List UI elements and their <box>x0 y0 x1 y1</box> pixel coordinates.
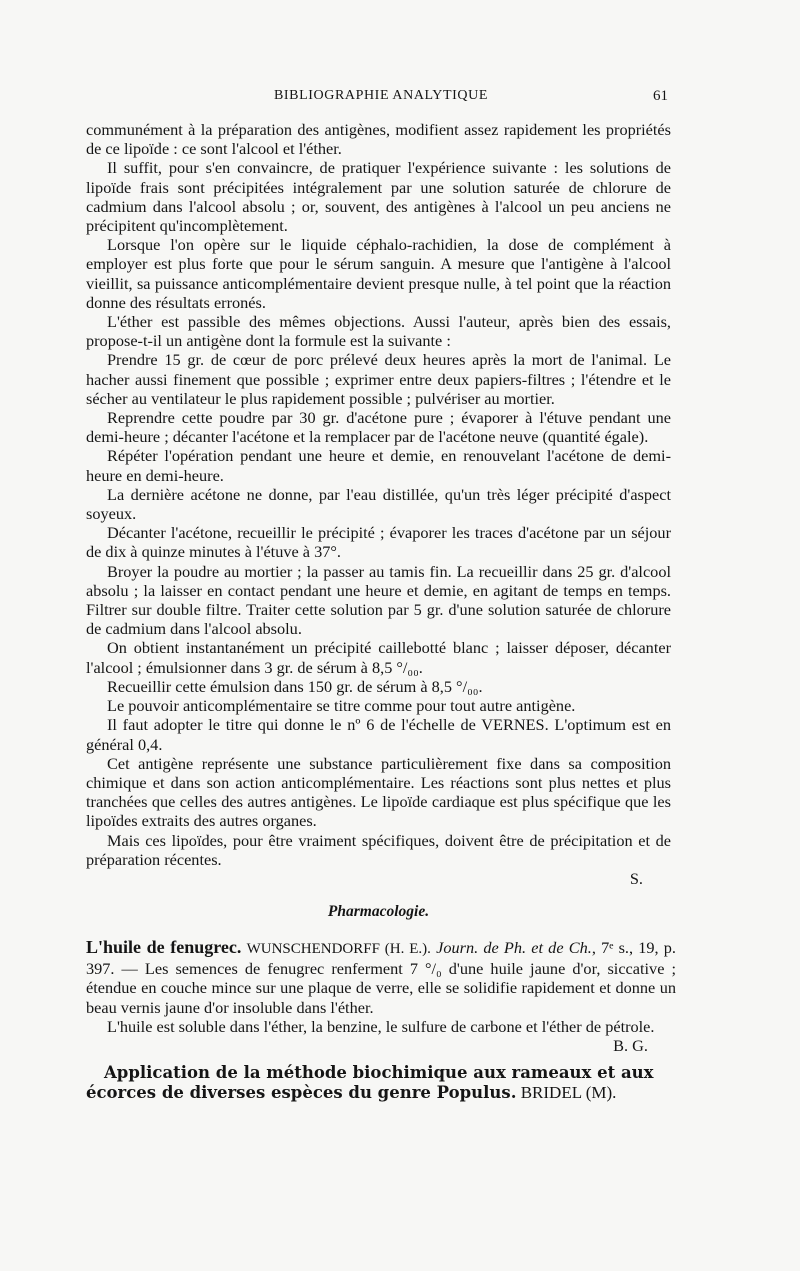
paragraph: Prendre 15 gr. de cœur de porc prélevé deux heures après la mort de l'animal. Le hacher aussi finement que possible ; exprimer entre deux papiers-filtres ; l'étendre et le sécher au ventilateur le plus rapidement possible ; pulvériser au mortier. <box>86 350 671 408</box>
entry-paragraph <box>86 1016 676 1056</box>
next-entry-title-line1: Application de la méthode biochimique aux rameaux et aux <box>104 1063 654 1082</box>
bibliography-entry <box>86 938 676 1055</box>
entry-citation: , 7ᵉ s., 19, p. 397. — <box>86 938 676 979</box>
paragraph: communément à la préparation des antigènes, modifient assez rapidement les propriétés de ce lipoïde : ce sont l'alcool et l'éther. <box>86 120 671 159</box>
article-signature: S. <box>629 868 643 888</box>
entry-paragraph-text: L'huile est soluble dans l'éther, la benzine, le sulfure de carbone et l'éther de pétrole. <box>107 1016 655 1036</box>
paragraph: Recueillir cette émulsion dans 150 gr. de sérum à 8,5 °/₀₀. <box>107 676 483 696</box>
next-entry-author: BRIDEL (M). <box>520 1083 617 1102</box>
paragraph: Répéter l'opération pendant une heure et demie, en renouvelant l'acétone de demi-heure en demi-heure. <box>86 446 671 485</box>
paragraph: Cet antigène représente une substance particulièrement fixe dans sa composition chimique et dans son action anticomplémentaire. Les réactions sont plus nettes et plus tranchées que celles des autres antigènes. Le lipoïde cardiaque est plus spécifique que les lipoïdes extraits des autres organes. <box>86 753 671 831</box>
paragraph: Mais ces lipoïdes, pour être vraiment spécifiques, doivent être de précipitation et de préparation récentes. <box>86 830 671 869</box>
article-body <box>86 120 671 888</box>
paragraph: Reprendre cette poudre par 30 gr. d'acétone pure ; évaporer à l'étuve pendant une demi-heure ; décanter l'acétone et la remplacer par de l'acétone neuve (quantité égale). <box>86 408 671 447</box>
entry-journal: Journ. de Ph. et de Ch. <box>436 938 592 957</box>
paragraph: Décanter l'acétone, recueillir le précipité ; évaporer les traces d'acétone par un séjour de dix à quinze minutes à l'étuve à 37°. <box>86 523 671 562</box>
paragraph: La dernière acétone ne donne, par l'eau distillée, qu'un très léger précipité d'aspect soyeux. <box>86 484 671 524</box>
paragraph: L'éther est passible des mêmes objections. Aussi l'auteur, après bien des essais, propose-t-il un antigène dont la formule est la suivante : <box>86 312 671 351</box>
next-entry-title-line2: écorces de diverses espèces du genre Populus. <box>86 1083 517 1102</box>
running-header <box>86 88 676 110</box>
entry-author: WUNSCHENDORFF (H. E.). <box>246 941 431 957</box>
paragraph: Broyer la poudre au mortier ; la passer au tamis fin. La recueillir dans 25 gr. d'alcool absolu ; la laisser en contact pendant une heure et demie, en agitant de temps en temps. Filtrer sur double filtre. Traiter cette solution par 5 gr. d'une solution saturée de chlorure de cadmium dans l'alcool absolu. <box>86 561 671 639</box>
paragraph: Il suffit, pour s'en convaincre, de pratiquer l'expérience suivante : les solutions de lipoïde frais sont précipitées intégralement par une solution saturée de chlorure de cadmium dans l'alcool absolu ; or, souvent, des antigènes à l'alcool un peu anciens ne précipitent qu'incomplètement. <box>86 158 671 236</box>
paragraph: Le pouvoir anticomplémentaire se titre comme pour tout autre antigène. <box>107 696 576 716</box>
page-number: 61 <box>653 88 668 104</box>
running-title: BIBLIOGRAPHIE ANALYTIQUE <box>273 88 489 103</box>
entry-title: L'huile de fenugrec. <box>86 937 242 957</box>
next-bibliography-entry <box>86 1063 676 1103</box>
entry-paragraph: Les semences de fenugrec renferment 7 °/₀ d'une huile jaune d'or, siccative ; étendue en couche mince sur une plaque de verre, elle se solidifie rapidement et donne un beau vernis jaune d'or insoluble dans l'éther. <box>86 959 677 1017</box>
next-entry-title-line2-row <box>86 1083 676 1103</box>
section-heading: Pharmacologie. <box>327 903 430 920</box>
paragraph: Lorsque l'on opère sur le liquide céphalo-rachidien, la dose de complément à employer est plus forte que pour le sérum sanguin. A mesure que l'antigène à l'alcool vieillit, sa puissance anticomplémentaire devient presque nulle, à tel point que la réaction donne des résultats erronés. <box>86 235 671 312</box>
paragraph: On obtient instantanément un précipité caillebotté blanc ; laisser déposer, décanter l'alcool ; émulsionner dans 3 gr. de sérum à 8,5 °/₀₀. <box>86 638 671 677</box>
entry-lead <box>86 938 676 1017</box>
entry-signature: B. G. <box>613 1036 648 1056</box>
paragraph: Il faut adopter le titre qui donne le nº 6 de l'échelle de VERNES. L'optimum est en général 0,4. <box>86 715 671 754</box>
